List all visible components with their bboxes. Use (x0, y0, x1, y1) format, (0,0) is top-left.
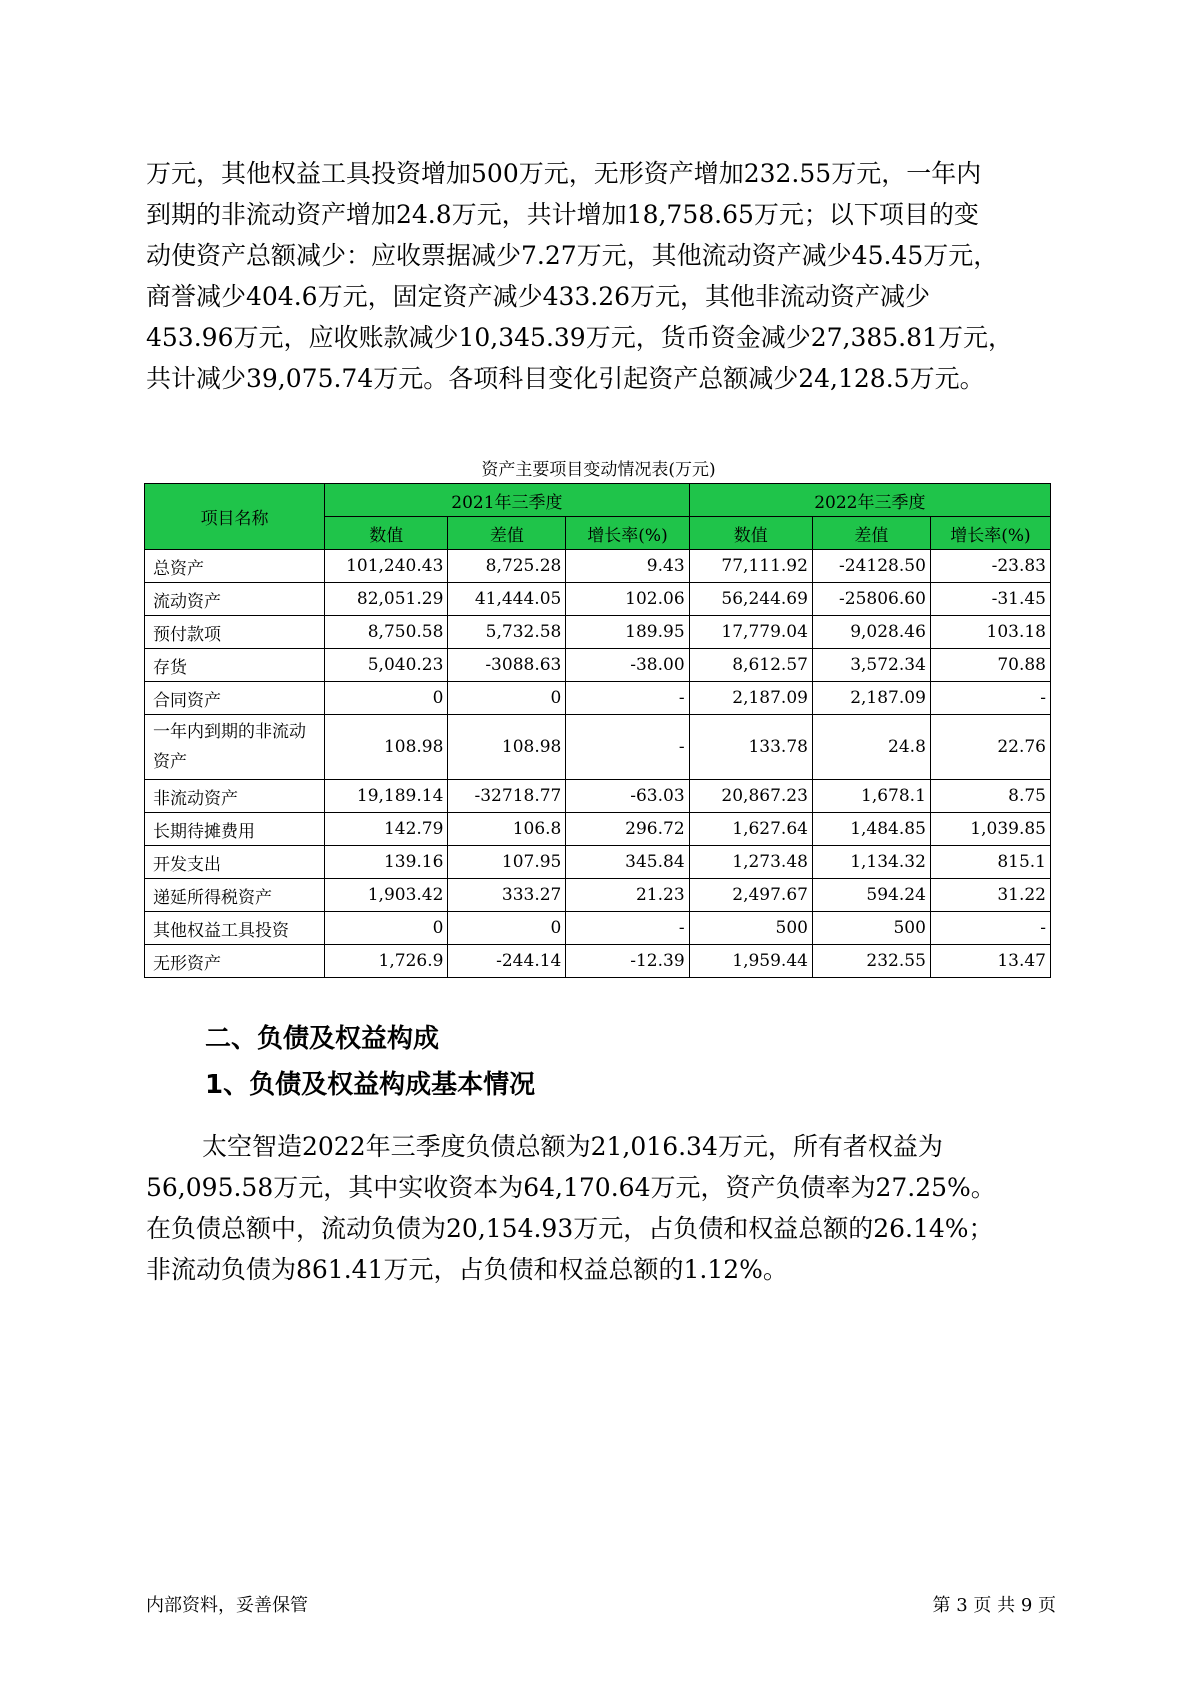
table-cell: 3,572.34 (812, 649, 930, 682)
table-cell: 103.18 (930, 616, 1050, 649)
table-cell: - (930, 912, 1050, 945)
table-cell: 500 (689, 912, 812, 945)
table-cell: 107.95 (448, 846, 566, 879)
table-cell: 21.23 (566, 879, 689, 912)
table-cell: -25806.60 (812, 583, 930, 616)
table-body (145, 550, 1051, 978)
table-cell: 8,725.28 (448, 550, 566, 583)
table-row (145, 715, 1051, 780)
table-cell: 0 (325, 682, 448, 715)
table-cell: 2,187.09 (812, 682, 930, 715)
row-item-name: 其他权益工具投资 (145, 912, 325, 945)
table-cell: 594.24 (812, 879, 930, 912)
table-cell: 1,627.64 (689, 813, 812, 846)
table-row (145, 550, 1051, 583)
header-value-2021: 数值 (325, 517, 448, 550)
table-cell: 1,039.85 (930, 813, 1050, 846)
table-cell: 1,959.44 (689, 945, 812, 978)
table-cell: 2,497.67 (689, 879, 812, 912)
liability-paragraph (146, 1126, 1056, 1290)
header-diff-2021: 差值 (448, 517, 566, 550)
table-cell: 5,040.23 (325, 649, 448, 682)
table-cell: -24128.50 (812, 550, 930, 583)
table-cell: -244.14 (448, 945, 566, 978)
table-cell: 9.43 (566, 550, 689, 583)
table-cell: 1,134.32 (812, 846, 930, 879)
table-cell: 815.1 (930, 846, 1050, 879)
liability-line: 非流动负债为861.41万元，占负债和权益总额的1.12%。 (146, 1255, 788, 1284)
row-item-name: 合同资产 (145, 682, 325, 715)
table-cell: 139.16 (325, 846, 448, 879)
table-cell: -63.03 (566, 780, 689, 813)
footer-page-number: 第 3 页 共 9 页 (932, 1595, 1056, 1616)
table-cell: - (566, 682, 689, 715)
table-cell: 20,867.23 (689, 780, 812, 813)
asset-change-table (144, 483, 1051, 978)
intro-line: 动使资产总额减少：应收票据减少7.27万元，其他流动资产减少45.45万元， (146, 241, 999, 270)
intro-line: 共计减少39,075.74万元。各项科目变化引起资产总额减少24,128.5万元。 (146, 364, 985, 393)
footer-confidential-note: 内部资料，妥善保管 (146, 1595, 308, 1616)
subsection-title: 1、负债及权益构成基本情况 (205, 1070, 536, 1100)
table-cell: 8.75 (930, 780, 1050, 813)
header-growth-2022: 增长率(%) (930, 517, 1050, 550)
table-row (145, 616, 1051, 649)
header-growth-2021: 增长率(%) (566, 517, 689, 550)
header-period-2022: 2022年三季度 (689, 484, 1050, 517)
table-cell: -3088.63 (448, 649, 566, 682)
header-period-2021: 2021年三季度 (325, 484, 690, 517)
table-cell: - (566, 715, 689, 780)
table-cell: 8,612.57 (689, 649, 812, 682)
table-cell: 0 (448, 912, 566, 945)
table-cell: 77,111.92 (689, 550, 812, 583)
table-cell: 102.06 (566, 583, 689, 616)
table-cell: 108.98 (325, 715, 448, 780)
table-cell: 133.78 (689, 715, 812, 780)
row-item-name: 总资产 (145, 550, 325, 583)
row-item-name: 流动资产 (145, 583, 325, 616)
table-row (145, 649, 1051, 682)
table-cell: 189.95 (566, 616, 689, 649)
table-cell: 2,187.09 (689, 682, 812, 715)
table-cell: 142.79 (325, 813, 448, 846)
table-cell: 1,484.85 (812, 813, 930, 846)
table-row (145, 583, 1051, 616)
liability-line: 太空智造2022年三季度负债总额为21,016.34万元，所有者权益为 (202, 1132, 943, 1161)
table-cell: 41,444.05 (448, 583, 566, 616)
intro-line: 万元，其他权益工具投资增加500万元，无形资产增加232.55万元，一年内 (146, 159, 982, 188)
table-cell: 31.22 (930, 879, 1050, 912)
table-cell: 1,273.48 (689, 846, 812, 879)
header-value-2022: 数值 (689, 517, 812, 550)
table-cell: 232.55 (812, 945, 930, 978)
table-row (145, 780, 1051, 813)
table-row (145, 879, 1051, 912)
row-item-name: 无形资产 (145, 945, 325, 978)
row-item-name: 存货 (145, 649, 325, 682)
liability-line: 56,095.58万元，其中实收资本为64,170.64万元，资产负债率为27.25%。 (146, 1173, 996, 1202)
table-cell: 106.8 (448, 813, 566, 846)
table-row (145, 682, 1051, 715)
table-cell: 108.98 (448, 715, 566, 780)
table-cell: 0 (448, 682, 566, 715)
table-row (145, 912, 1051, 945)
row-item-name: 预付款项 (145, 616, 325, 649)
header-diff-2022: 差值 (812, 517, 930, 550)
section-title: 二、负债及权益构成 (205, 1024, 440, 1054)
table-cell: 500 (812, 912, 930, 945)
table-cell: 1,726.9 (325, 945, 448, 978)
header-item-name: 项目名称 (145, 484, 325, 550)
table-cell: 82,051.29 (325, 583, 448, 616)
table-cell: 19,189.14 (325, 780, 448, 813)
row-item-name: 非流动资产 (145, 780, 325, 813)
row-item-name: 递延所得税资产 (145, 879, 325, 912)
intro-line: 453.96万元，应收账款减少10,345.39万元，货币资金减少27,385.81万元， (146, 323, 1013, 352)
table-cell: -38.00 (566, 649, 689, 682)
row-item-name: 开发支出 (145, 846, 325, 879)
table-cell: 22.76 (930, 715, 1050, 780)
table-row (145, 945, 1051, 978)
intro-line: 到期的非流动资产增加24.8万元，共计增加18,758.65万元；以下项目的变 (146, 200, 979, 229)
table-cell: 1,903.42 (325, 879, 448, 912)
table-cell: 345.84 (566, 846, 689, 879)
table-cell: 5,732.58 (448, 616, 566, 649)
table-cell: 8,750.58 (325, 616, 448, 649)
table-row (145, 813, 1051, 846)
table-cell: - (566, 912, 689, 945)
table-cell: 9,028.46 (812, 616, 930, 649)
table-cell: 13.47 (930, 945, 1050, 978)
table-row (145, 846, 1051, 879)
table-cell: - (930, 682, 1050, 715)
table-caption: 资产主要项目变动情况表(万元) (481, 460, 716, 480)
table-cell: -31.45 (930, 583, 1050, 616)
table-cell: -12.39 (566, 945, 689, 978)
table-cell: 70.88 (930, 649, 1050, 682)
table-cell: 333.27 (448, 879, 566, 912)
row-item-name: 一年内到期的非流动资产 (145, 715, 325, 780)
table-cell: 296.72 (566, 813, 689, 846)
liability-line: 在负债总额中，流动负债为20,154.93万元，占负债和权益总额的26.14%； (146, 1214, 994, 1243)
intro-line: 商誉减少404.6万元，固定资产减少433.26万元，其他非流动资产减少 (146, 282, 931, 311)
table-cell: 101,240.43 (325, 550, 448, 583)
intro-paragraph (146, 153, 1056, 399)
row-item-name: 长期待摊费用 (145, 813, 325, 846)
table-cell: 17,779.04 (689, 616, 812, 649)
table-cell: 0 (325, 912, 448, 945)
table-cell: 56,244.69 (689, 583, 812, 616)
table-cell: 24.8 (812, 715, 930, 780)
table-cell: -32718.77 (448, 780, 566, 813)
table-cell: -23.83 (930, 550, 1050, 583)
table-cell: 1,678.1 (812, 780, 930, 813)
